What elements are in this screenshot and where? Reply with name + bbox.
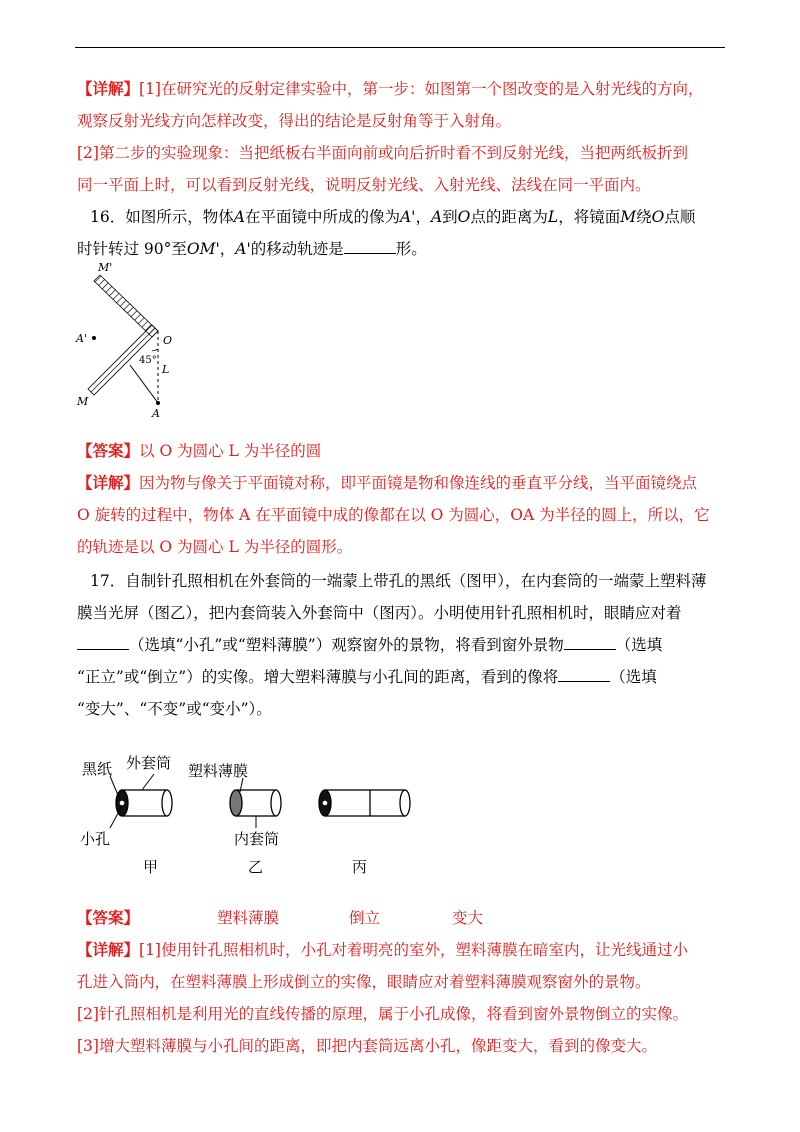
- q17-number: 17．: [90, 572, 126, 590]
- label-inner-tube: 内套筒: [234, 830, 280, 848]
- q16-answer: 【答案】以 O 为圆心 L 为半径的圆 【详解】因为物与像关于平面镜对称，即平面镜是物和像连线的垂直平分线，当平面镜绕点 O 旋转的过程中，物体 A 在平面镜中成的像都在以 O 为圆心，OA 为半径的圆上，所以，它 的轨迹是以 O 为圆心 L 为半径的圆形。: [77, 441, 710, 556]
- q15-p1a: [1]在研究光的反射定律实验中，第一步：如图第一个图改变的是入射光线的方向，: [139, 80, 704, 98]
- q15-explanation: [77, 73, 727, 201]
- point-aprime: [92, 336, 96, 340]
- tube-bing: [319, 790, 410, 816]
- label-bing: 丙: [352, 858, 368, 876]
- normal-line: [130, 365, 158, 403]
- q17-answer-2: 倒立: [349, 909, 381, 927]
- label-l: L: [162, 363, 170, 376]
- pinhole-camera-diagram: [80, 748, 430, 878]
- label-outer-tube: 外套筒: [126, 754, 172, 772]
- q15-p1b: 观察反射光线方向怎样改变，得出的结论是反射角等于入射角。: [77, 112, 512, 130]
- label-angle: 45°: [139, 355, 157, 366]
- label-aprime: A': [76, 332, 87, 345]
- point-a: [156, 401, 160, 405]
- q17-answer-3: 变大: [452, 909, 484, 927]
- q16-number: 16．: [90, 208, 126, 226]
- label-a: A: [152, 407, 160, 417]
- detail-label: 【详解】: [77, 79, 140, 98]
- label-mprime: M': [98, 261, 113, 274]
- tube-jia: [116, 790, 172, 816]
- label-o: O: [163, 334, 173, 347]
- mirror-diagram: [72, 255, 202, 417]
- answer-blank-2: [564, 634, 616, 651]
- q15-p2b: 同一平面上时，可以看到反射光线，说明反射光线、入射光线、法线在同一平面内。: [77, 176, 651, 194]
- label-m: M: [77, 395, 89, 408]
- q16-question: 16．如图所示，物体A在平面镜中所成的像为A'，A到O点的距离为L，将镜面M绕O点顺 时针转过 90°至OM'，A'的移动轨迹是 形。: [77, 208, 696, 258]
- tube-yi: [230, 790, 281, 816]
- angle-arc: [152, 349, 158, 351]
- q17-question: 17．自制针孔照相机在外套筒的一端蒙上带孔的黑纸（图甲），在内套筒的一端蒙上塑料薄 膜当光屏（图乙），把内套筒装入外套筒中（图丙）。小明使用针孔照相机时，眼睛应对着 （选填“小孔”或“塑料薄膜”）观察窗外的景物，将看到窗外景物 （选填 “正立”或“倒立”）的实像。增大塑料薄膜与小孔间的距离，看到的像将 （选填 “变大”、“不变”或“变小”）。: [77, 572, 707, 718]
- header-rule: [75, 47, 725, 48]
- label-jia: 甲: [143, 858, 159, 876]
- answer-blank-3: [558, 666, 610, 683]
- q17-answer-1: 塑料薄膜: [217, 909, 280, 927]
- q15-p2a: [2]第二步的实验现象：当把纸板右半面向前或向后折时看不到反射光线，当把两纸板折到: [77, 144, 688, 162]
- q16-answer-text: 以 O 为圆心 L 为半径的圆: [139, 442, 322, 460]
- answer-blank-1: [77, 634, 129, 651]
- mirror-mprime: [94, 275, 158, 337]
- q17-answer: 【答案】 塑料薄膜 倒立 变大 【详解】[1]使用针孔照相机时，小孔对着明亮的室外，塑料薄膜在暗室内，让光线通过小 孔进入筒内，在塑料薄膜上形成倒立的实像，眼睛应对着塑料薄膜观察窗外的景物。 [2]针孔照相机是利用光的直线传播的原理，属于小孔成像，将看到窗外景物倒立的实像。 [3]增大塑料薄膜与小孔间的距离，即把内套筒远离小孔，像距变大，看到的像变大。: [77, 908, 688, 1055]
- answer-blank: [344, 238, 396, 255]
- label-black-paper: 黑纸: [82, 760, 113, 778]
- label-yi: 乙: [248, 858, 264, 876]
- label-plastic-film: 塑料薄膜: [188, 762, 249, 780]
- label-pinhole: 小孔: [80, 830, 111, 848]
